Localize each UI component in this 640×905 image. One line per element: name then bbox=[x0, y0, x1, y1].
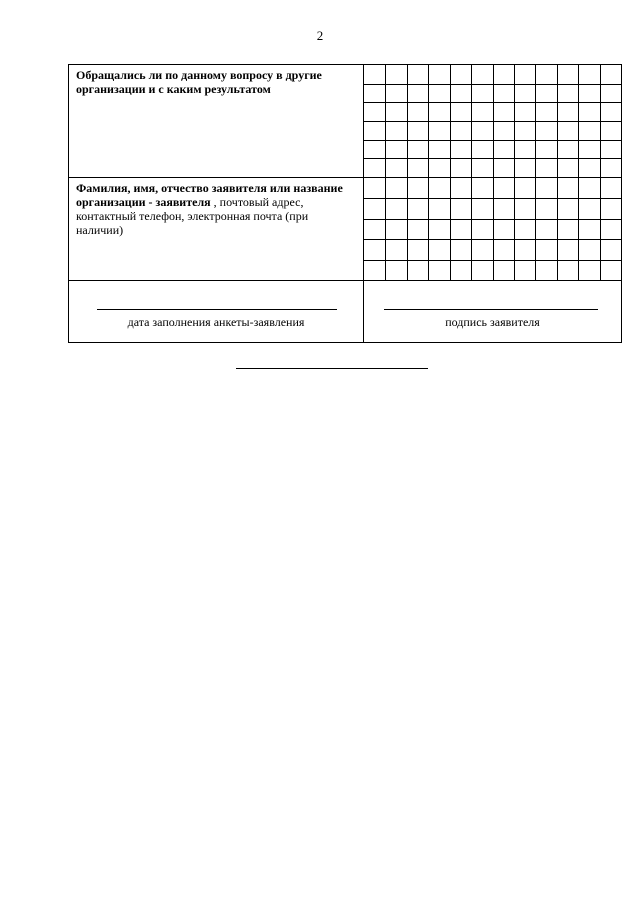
grid-horizontal-line bbox=[364, 260, 621, 261]
grid-vertical-line bbox=[450, 178, 451, 280]
date-label: дата заполнения анкеты-заявления bbox=[127, 315, 305, 329]
signature-cell bbox=[364, 281, 621, 342]
grid-horizontal-line bbox=[364, 102, 621, 103]
signature-fill-line[interactable] bbox=[384, 309, 598, 310]
grid-horizontal-line bbox=[364, 158, 621, 159]
grid-vertical-line bbox=[514, 178, 515, 280]
end-of-document-line bbox=[236, 368, 428, 369]
grid-vertical-line bbox=[471, 178, 472, 280]
application-form-table bbox=[68, 64, 622, 343]
grid-horizontal-line bbox=[364, 219, 621, 220]
signature-row bbox=[69, 281, 621, 342]
grid-vertical-line bbox=[535, 178, 536, 280]
date-cell bbox=[69, 281, 364, 342]
grid-horizontal-line bbox=[364, 140, 621, 141]
page-number: 2 bbox=[316, 28, 324, 43]
grid-vertical-line bbox=[428, 178, 429, 280]
question-label-other-organizations bbox=[69, 65, 364, 177]
grid-horizontal-line bbox=[364, 239, 621, 240]
signature-label: подпись заявителя bbox=[445, 315, 540, 329]
question-text-applicant-info-bold: Фамилия, имя, отчество заявителя или название организации - заявителя bbox=[76, 181, 343, 209]
question-label-applicant-info bbox=[69, 178, 364, 280]
date-fill-line[interactable] bbox=[97, 309, 337, 310]
question-text-applicant-info-regular: , почтовый адрес, контактный телефон, электронная почта (при наличии) bbox=[76, 195, 309, 237]
grid-horizontal-line bbox=[364, 198, 621, 199]
grid-vertical-line bbox=[600, 178, 601, 280]
grid-vertical-line bbox=[578, 178, 579, 280]
grid-horizontal-line bbox=[364, 84, 621, 85]
grid-horizontal-line bbox=[364, 121, 621, 122]
answer-grid-applicant-info[interactable] bbox=[364, 178, 621, 280]
question-text-other-organizations: Обращались ли по данному вопросу в другие организации и с каким результатом bbox=[76, 68, 322, 96]
grid-vertical-line bbox=[493, 178, 494, 280]
question-row-applicant-info bbox=[69, 178, 621, 281]
grid-vertical-line bbox=[407, 178, 408, 280]
question-row-other-organizations bbox=[69, 65, 621, 178]
answer-grid-other-organizations[interactable] bbox=[364, 65, 621, 177]
grid-vertical-line bbox=[557, 178, 558, 280]
grid-vertical-line bbox=[385, 178, 386, 280]
